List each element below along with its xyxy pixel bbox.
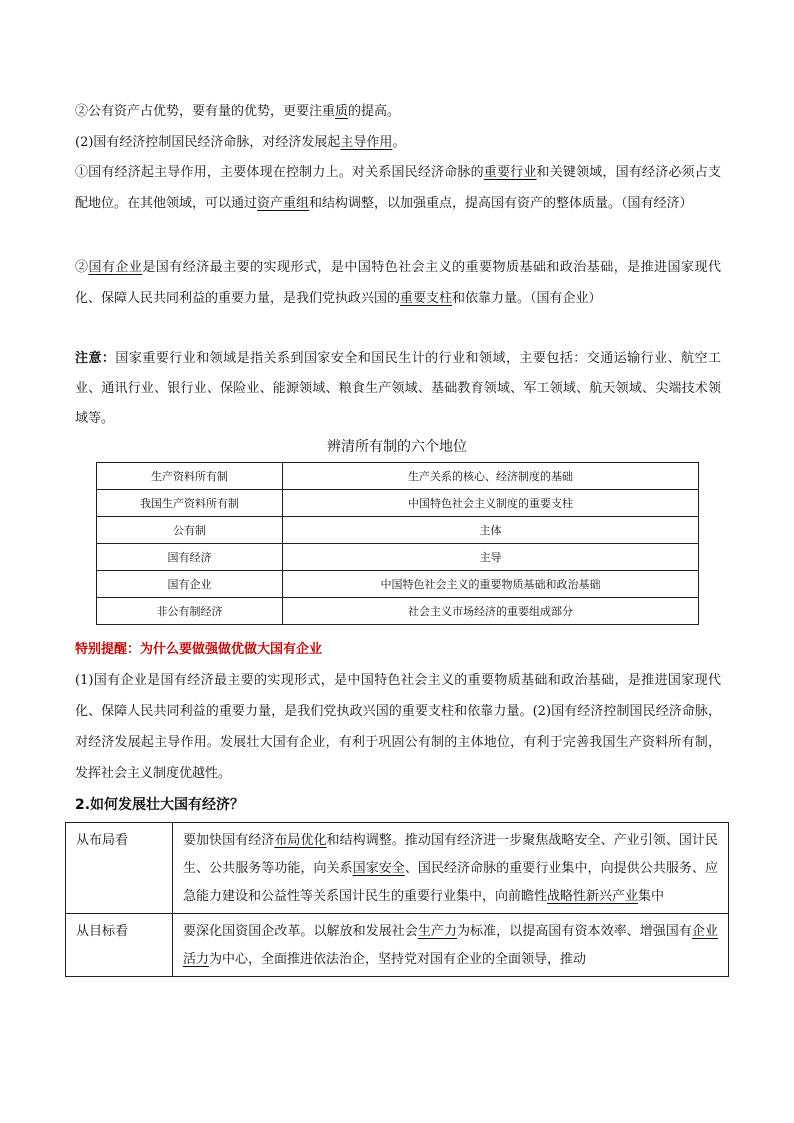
paragraph-dominant-role [75,134,405,152]
note-paragraph [75,344,721,434]
text-run: 集中 [638,889,665,904]
row-heading: 从布局看 [66,823,173,914]
table-row [97,517,699,544]
reminder-paragraph [75,665,721,789]
reminder-heading [75,641,322,659]
underlined-term: 国有企业 [88,260,143,275]
ownership-roles-table [96,462,699,625]
table-row [97,571,699,598]
text-run: ①国有经济起主导作用，主要体现在控制力上。对关系国民经济命脉的 [75,165,484,180]
table-cell: 生产关系的核心、经济制度的基础 [283,463,699,490]
table-cell: 主体 [283,517,699,544]
development-table [65,822,729,977]
underlined-term: 生产力 [417,924,458,939]
text-run: 和结构调整。推动国有经济进一步聚焦战略安全、产业引领、国计民生、公共服务等功能，向关系 [183,833,718,876]
table-cell: 我国生产资料所有制 [97,490,283,517]
underlined-term: 资产重组 [257,196,310,211]
table-cell: 生产资料所有制 [97,463,283,490]
text-run: 要加快国有经济 [183,833,275,848]
table-title: 辨清所有制的六个地位 [327,439,467,455]
text-run: 为标准，以提高国有资本效率、增强国有 [457,924,692,939]
underlined-term: 重要行业 [483,165,537,180]
underlined-term: 战略性新兴产业 [547,889,639,904]
underlined-term: 企业活力 [183,924,718,967]
table-cell: 主导 [283,544,699,571]
row-content [173,823,729,914]
underlined-term: 布局优化 [274,833,327,848]
text-run: ②公有资产占优势，要有量的优势，更要注重 [75,104,336,119]
table-row [66,823,729,914]
table-cell: 社会主义市场经济的重要组成部分 [283,598,699,625]
text-run: 要深化国资国企改革。以解放和发展社会 [183,924,418,939]
table-row [97,490,699,517]
paragraph-quality [75,103,400,121]
row-content [173,914,729,977]
table-cell: 国有经济 [97,544,283,571]
question-heading: 2.如何发展壮大国有经济？ [75,797,245,813]
text-run: ② [75,260,89,275]
reminder-label: 特别提醒：为什么要做强做优做大国有企业 [75,642,323,657]
paragraph-control [75,157,721,219]
underlined-term: 重要支柱 [400,291,453,306]
text-run: (2)国有经济控制国民经济命脉，对经济发展起 [75,135,341,150]
note-text: 国家重要行业和领域是指关系到国家安全和国民生计的行业和领域，主要包括：交通运输行业、航空工业、通讯行业、银行业、保险业、能源领域、粮食生产领域、基础教育领域、军工领域、航天领域、尖端技术领域等。 [75,351,721,426]
note-label: 注意： [75,351,116,366]
table-row [97,544,699,571]
table-cell: 非公有制经济 [97,598,283,625]
paragraph-soe [75,252,721,314]
row-heading: 从目标看 [66,914,173,977]
table-cell: 国有企业 [97,571,283,598]
underlined-term: 主导作用 [340,135,393,150]
text-run: 和依靠力量。（国有企业） [452,291,602,306]
table-row [97,598,699,625]
underlined-term: 质 [335,104,349,119]
table-cell: 中国特色社会主义制度的重要支柱 [283,490,699,517]
text-run: 和结构调整，以加强重点，提高国有资产的整体质量。（国有经济） [309,196,693,211]
text-run: 、国民经济命脉的重要行业集中，向提供公共服务、应急能力建设和公益性等关系国计民生的重要行业集中，向前瞻性 [183,861,718,904]
text-run: 的提高。 [348,104,401,119]
underlined-term: 国家安全 [352,861,405,876]
table-row [97,463,699,490]
reminder-text: (1)国有企业是国有经济最主要的实现形式，是中国特色社会主义的重要物质基础和政治基础，是推进国家现代化、保障人民共同利益的重要力量，是我们党执政兴国的重要支柱和依靠力量。(2)国有经济控制国民经济命脉，对经济发展起主导作用。发展壮大国有企业，有利于巩固公有制的主体地位，有利于完善我国生产资料所有制，发挥社会主义制度优越性。 [75,673,721,781]
table-row [66,914,729,977]
text-run: 和关键领域，国有经济必须占支配地位。在其他领域，可以通过 [75,165,721,211]
text-run: 。 [392,135,406,150]
table-cell: 公有制 [97,517,283,544]
text-run: 为中心，全面推进依法治企，坚持党对国有企业的全面领导，推动 [209,952,587,967]
text-run: 是国有经济最主要的实现形式，是中国特色社会主义的重要物质基础和政治基础，是推进国家现代化、保障人民共同利益的重要力量，是我们党执政兴国的 [75,260,721,306]
table-cell: 中国特色社会主义的重要物质基础和政治基础 [283,571,699,598]
